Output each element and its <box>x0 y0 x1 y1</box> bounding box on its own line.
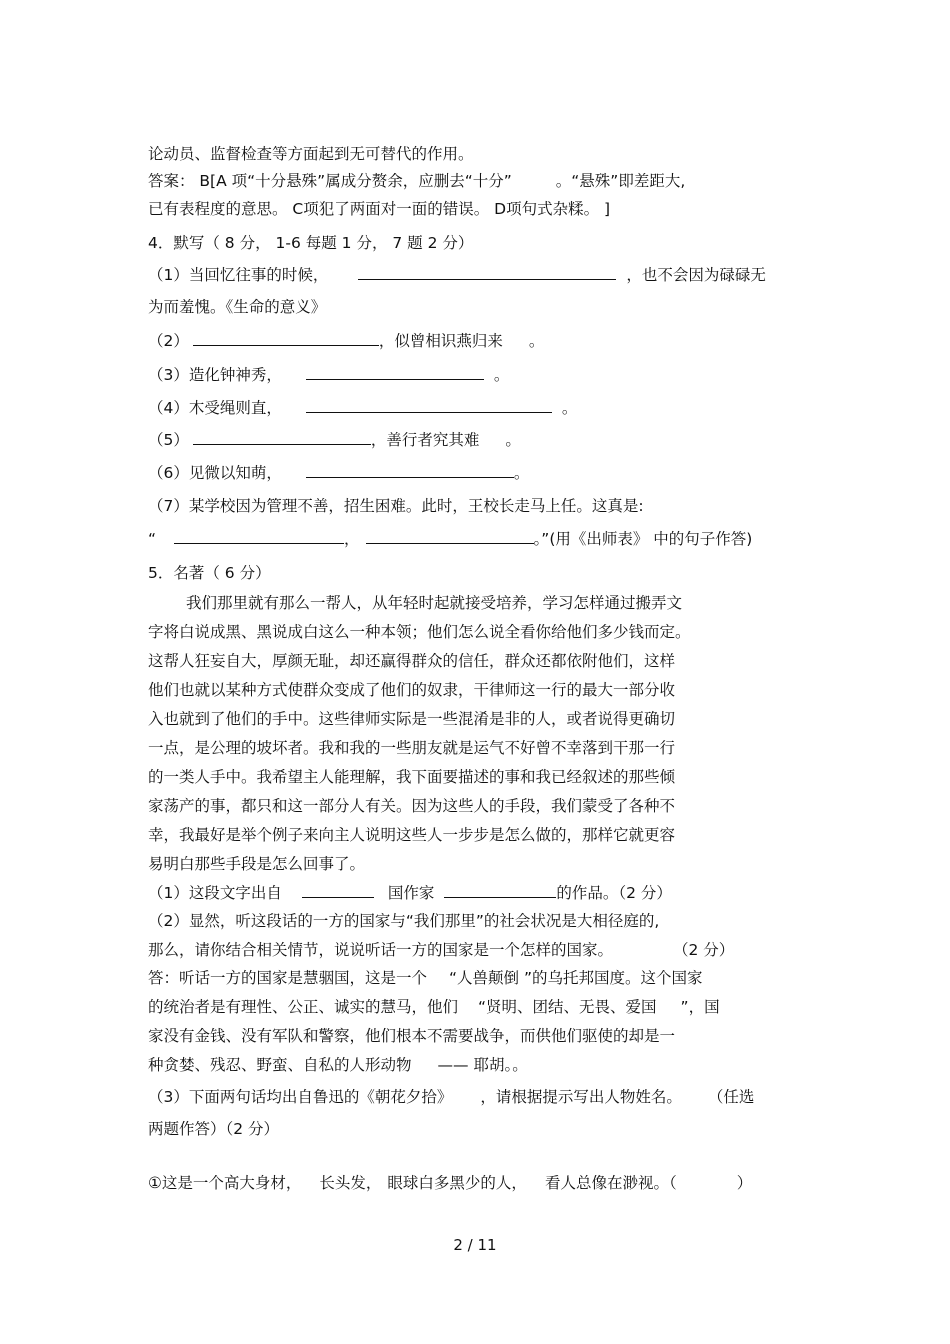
answer-blank <box>444 882 556 898</box>
answer-blank <box>358 264 616 280</box>
question-5-2: （2）显然，听这段话的一方的国家与“我们那里”的社会状况是大相径庭的, <box>148 912 660 930</box>
answer-blank <box>306 462 514 478</box>
question-5-1: （1）这段文字出自 国作家 的作品。（2 分） <box>148 884 672 902</box>
question-heading-4: 4．默写（ 8 分， 1-6 每题 1 分， 7 题 2 分） <box>148 234 474 252</box>
question-4-7: （7）某学校因为管理不善，招生困难。此时，王校长走马上任。这真是: <box>148 497 644 515</box>
passage-line: 家荡产的事，都只和这一部分人有关。因为这些人的手段，我们蒙受了各种不 <box>148 797 676 815</box>
text-line: 已有表程度的意思。 C项犯了两面对一面的错误。 D项句式杂糅。 ] <box>148 200 611 218</box>
answer-blank <box>193 429 371 445</box>
passage-line: 字将白说成黑、黑说成白这么一种本领；他们怎么说全看你给他们多少钱而定。 <box>148 623 691 641</box>
passage-line: 的一类人手中。我希望主人能理解，我下面要描述的事和我已经叙述的那些倾 <box>148 768 676 786</box>
answer-blank <box>306 364 484 380</box>
question-4-2: （2） ，似曾相识燕归来 。 <box>148 332 545 350</box>
answer-line: 种贪婪、残忍、野蛮、自私的人形动物 —— 耶胡。。 <box>148 1056 528 1074</box>
text-line: 为而羞愧。《生命的意义》 <box>148 298 327 316</box>
passage-line: 幸，我最好是举个例子来向主人说明这些人一步步是怎么做的，那样它就更容 <box>148 826 676 844</box>
passage-line: 他们也就以某种方式使群众变成了他们的奴隶，干律师这一行的最大一部分收 <box>148 681 676 699</box>
question-4-5: （5） ，善行者究其难 。 <box>148 431 521 449</box>
question-heading-5: 5．名著（ 6 分） <box>148 564 271 582</box>
passage-line: 一点，是公理的坡坏者。我和我的一些朋友就是运气不好曾不幸落到干那一行 <box>148 739 676 757</box>
answer-line: 答：听话一方的国家是慧骃国，这是一个 “人兽颠倒 ”的乌托邦国度。这个国家 <box>148 969 703 987</box>
question-5-3: （3）下面两句话均出自鲁迅的《朝花夕拾》 ，请根据提示写出人物姓名。 （任选 <box>148 1088 755 1106</box>
passage-line: 入也就到了他们的手中。这些律师实际是一些混淆是非的人，或者说得更确切 <box>148 710 676 728</box>
answer-line: 的统治者是有理性、公正、诚实的慧马，他们 “贤明、团结、无畏、爱国 ”，国 <box>148 998 720 1016</box>
question-4-4: （4）木受绳则直， 。 <box>148 399 578 417</box>
answer-blank <box>306 397 552 413</box>
passage-line: 这帮人狂妄自大，厚颜无耻，却还赢得群众的信任，群众还都依附他们，这样 <box>148 652 676 670</box>
answer-blank <box>193 330 379 346</box>
passage-line: 我们那里就有那么一帮人，从年轻时起就接受培养，学习怎样通过搬弄文 <box>186 594 683 612</box>
question-5-3-cont: 两题作答）（2 分） <box>148 1120 280 1138</box>
answer-line: 答案： B[A 项“十分悬殊”属成分赘余，应删去“十分” 。“悬殊”即差距大, <box>148 172 686 190</box>
question-5-2-cont: 那么，请你结合相关情节，说说听话一方的国家是一个怎样的国家。 （2 分） <box>148 941 735 959</box>
page-number: 2 / 11 <box>453 1236 497 1254</box>
passage-line: 易明白那些手段是怎么回事了。 <box>148 855 366 873</box>
question-4-1: （1）当回忆往事的时候， ，也不会因为碌碌无 <box>148 266 766 284</box>
question-4-7-answer: “ ， 。”(用《出师表》 中的句子作答) <box>148 530 753 548</box>
question-4-3: （3）造化钟神秀， 。 <box>148 366 510 384</box>
answer-blank <box>302 882 374 898</box>
answer-blank <box>366 528 534 544</box>
text-line: 论动员、监督检查等方面起到无可替代的作用。 <box>148 145 474 163</box>
question-4-6: （6）见微以知萌， 。 <box>148 464 530 482</box>
question-5-3-1: ①这是一个高大身材， 长头发， 眼球白多黑少的人， 看人总像在渺视。（ ） <box>148 1174 753 1192</box>
answer-line: 家没有金钱、没有军队和警察，他们根本不需要战争，而供他们驱使的却是一 <box>148 1027 676 1045</box>
answer-blank <box>174 528 344 544</box>
